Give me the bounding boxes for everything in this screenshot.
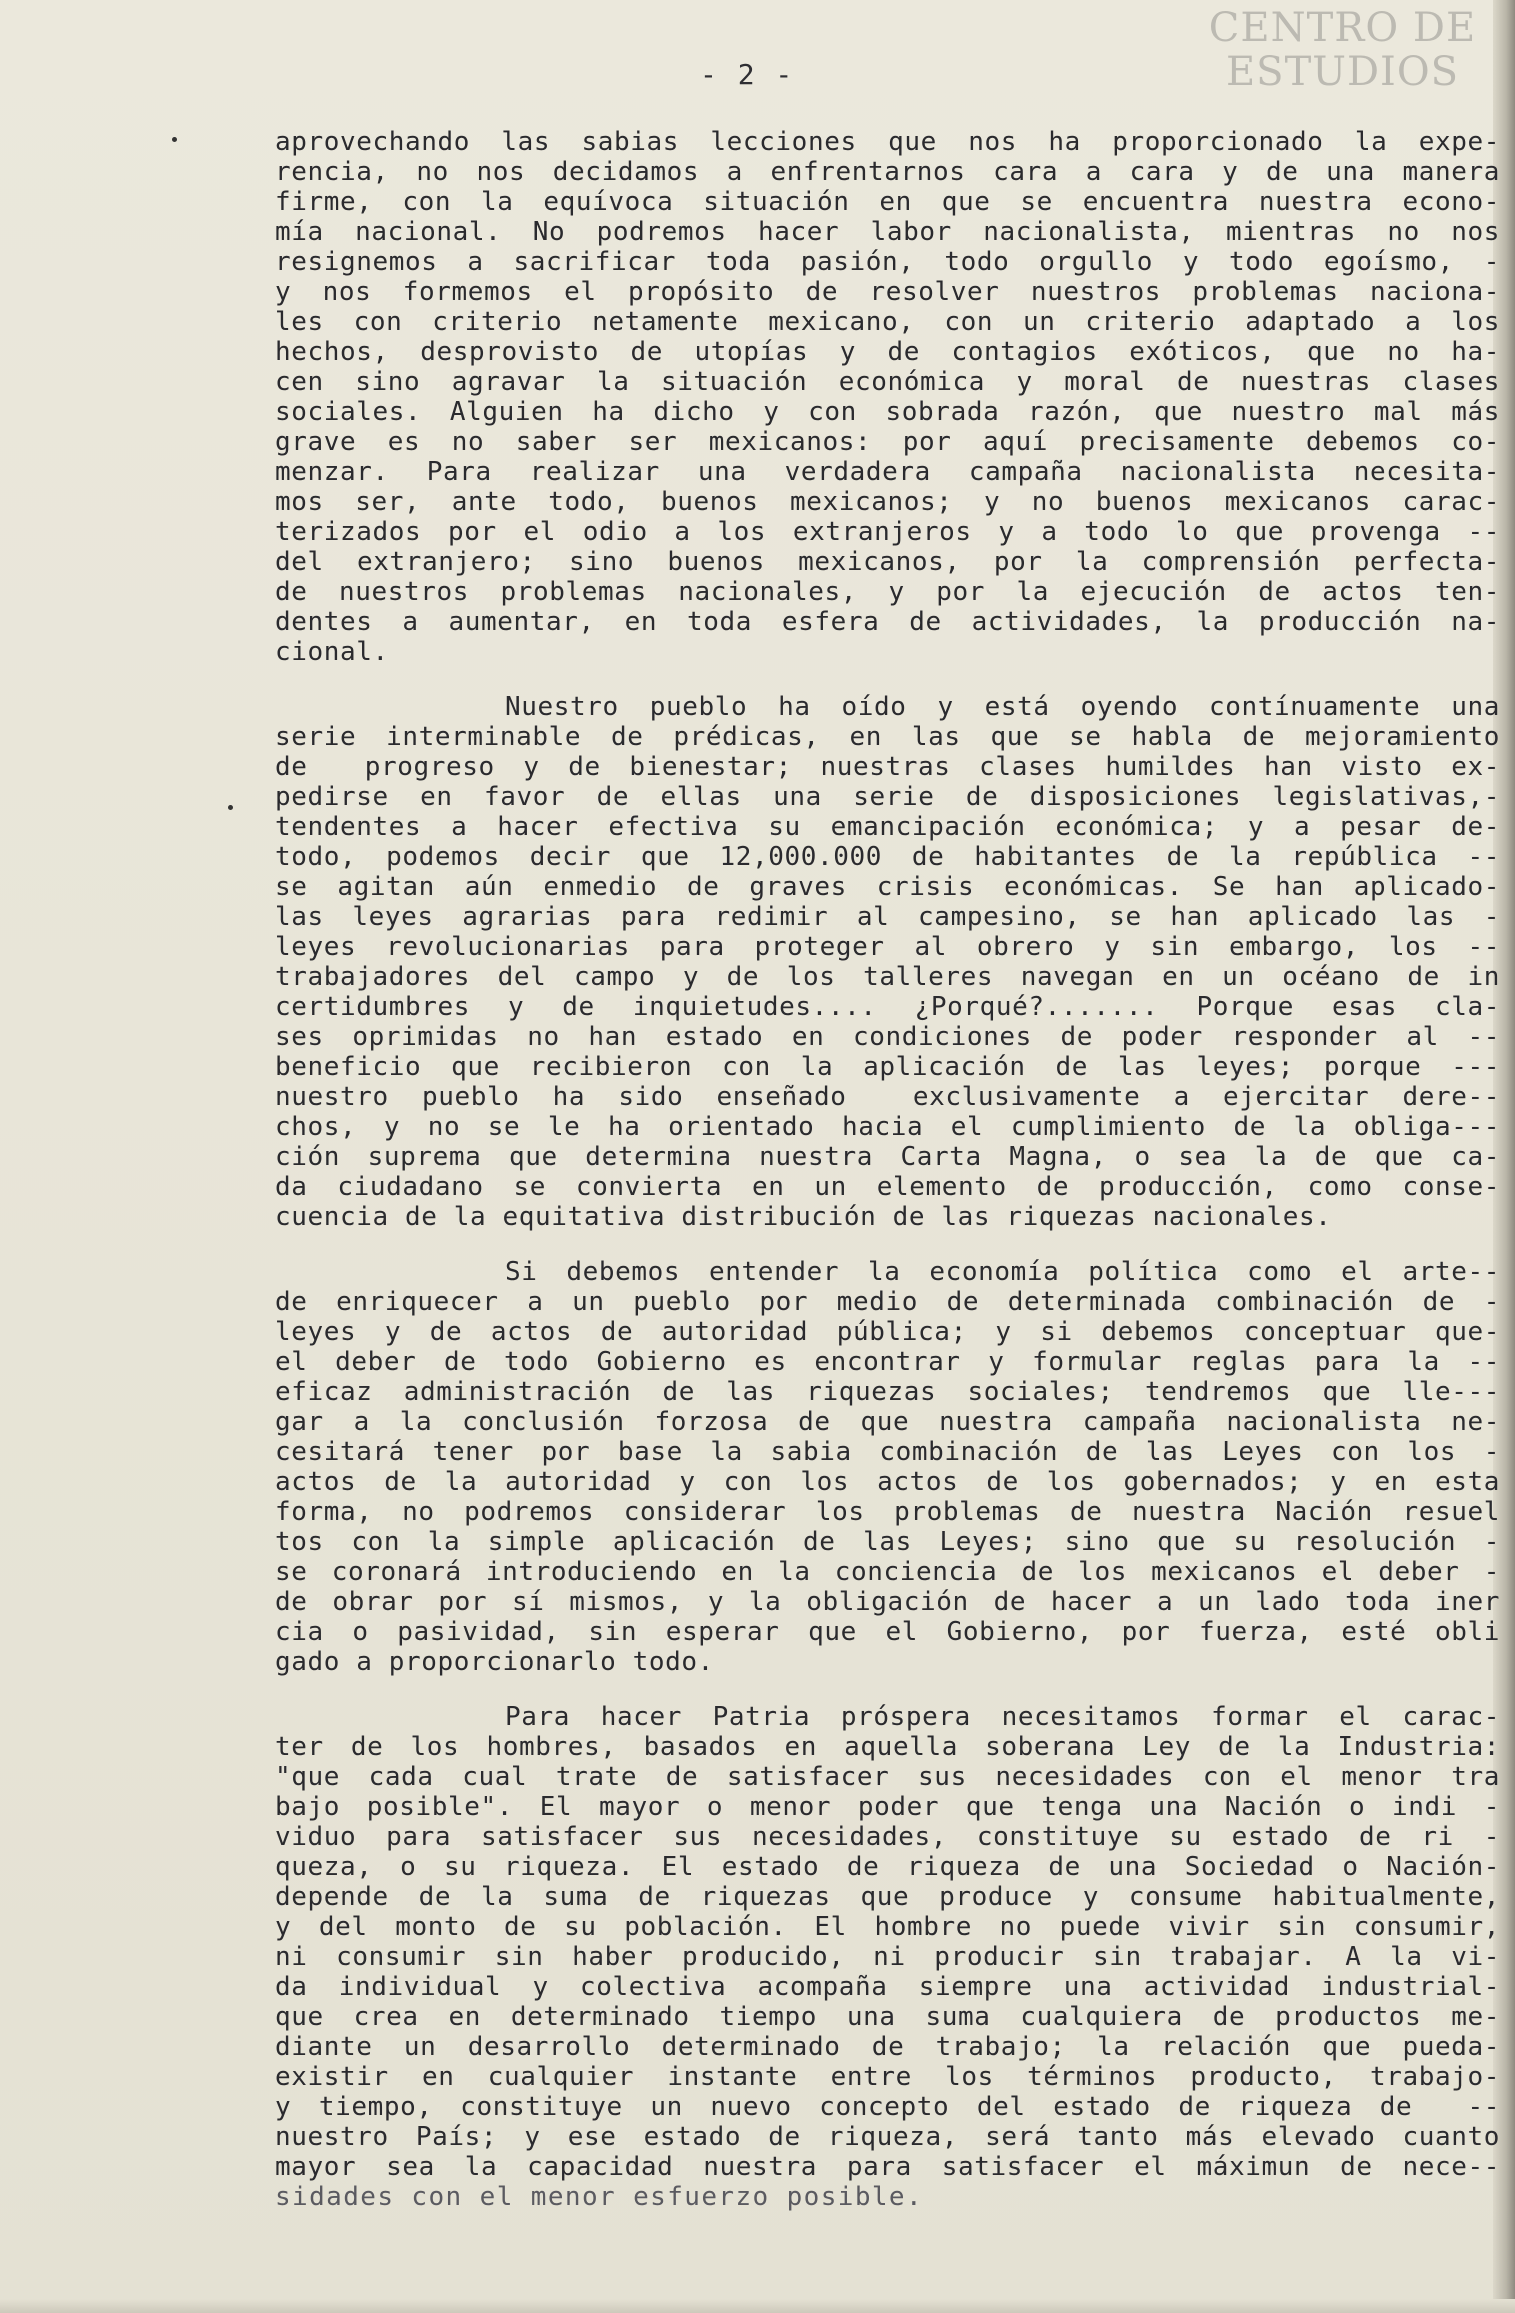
text-line: queza, o su riqueza. El estado de riqueza de una Sociedad o Nación- xyxy=(275,1852,1500,1882)
text-line: actos de la autoridad y con los actos de los gobernados; y en esta xyxy=(275,1467,1500,1497)
text-line: de enriquecer a un pueblo por medio de determinada combinación de - xyxy=(275,1287,1500,1317)
text-line: nuestro País; y ese estado de riqueza, será tanto más elevado cuanto xyxy=(275,2122,1500,2152)
text-line: se coronará introduciendo en la conciencia de los mexicanos el deber - xyxy=(275,1557,1500,1587)
text-line: las leyes agrarias para redimir al campesino, se han aplicado las - xyxy=(275,902,1500,932)
text-line: certidumbres y de inquietudes.... ¿Porqué?....... Porque esas cla- xyxy=(275,992,1500,1022)
text-line: de obrar por sí mismos, y la obligación de hacer a un lado toda iner xyxy=(275,1587,1500,1617)
text-line: Nuestro pueblo ha oído y está oyendo contínuamente una xyxy=(505,692,1500,722)
text-line: les con criterio netamente mexicano, con un criterio adaptado a los xyxy=(275,307,1500,337)
text-line: chos, y no se le ha orientado hacia el cumplimiento de la obliga--- xyxy=(275,1112,1500,1142)
text-line: de nuestros problemas nacionales, y por la ejecución de actos ten- xyxy=(275,577,1500,607)
text-line: dentes a aumentar, en toda esfera de actividades, la producción na- xyxy=(275,607,1500,637)
archive-stamp xyxy=(1180,6,1505,94)
ink-speck xyxy=(228,805,233,810)
text-line: cia o pasividad, sin esperar que el Gobierno, por fuerza, esté obli xyxy=(275,1617,1500,1647)
text-line: mayor sea la capacidad nuestra para satisfacer el máximun de nece-- xyxy=(275,2152,1500,2182)
text-line: trabajadores del campo y de los talleres navegan en un océano de in xyxy=(275,962,1500,992)
text-line: Si debemos entender la economía política como el arte-- xyxy=(505,1257,1500,1287)
text-line: que crea en determinado tiempo una suma cualquiera de productos me- xyxy=(275,2002,1500,2032)
text-line: nuestro pueblo ha sido enseñado exclusivamente a ejercitar dere-- xyxy=(275,1082,1500,1112)
ink-speck xyxy=(172,137,177,142)
text-line: ter de los hombres, basados en aquella soberana Ley de la Industria: xyxy=(275,1732,1500,1762)
text-line: hechos, desprovisto de utopías y de contagios exóticos, que no ha- xyxy=(275,337,1500,367)
text-line: pedirse en favor de ellas una serie de disposiciones legislativas,- xyxy=(275,782,1500,812)
text-line: mos ser, ante todo, buenos mexicanos; y no buenos mexicanos carac- xyxy=(275,487,1500,517)
text-line: Para hacer Patria próspera necesitamos formar el carac- xyxy=(505,1702,1500,1732)
text-line: tos con la simple aplicación de las Leyes; sino que su resolución - xyxy=(275,1527,1500,1557)
text-line: tendentes a hacer efectiva su emancipación económica; y a pesar de- xyxy=(275,812,1500,842)
closing-line: sidades con el menor esfuerzo posible. xyxy=(275,2182,924,2212)
text-line: del extranjero; sino buenos mexicanos, por la comprensión perfecta- xyxy=(275,547,1500,577)
text-line: de progreso y de bienestar; nuestras clases humildes han visto ex- xyxy=(275,752,1500,782)
text-line: cesitará tener por base la sabia combinación de las Leyes con los - xyxy=(275,1437,1500,1467)
text-line: aprovechando las sabias lecciones que nos ha proporcionado la expe- xyxy=(275,127,1500,157)
text-line: rencia, no nos decidamos a enfrentarnos cara a cara y de una manera xyxy=(275,157,1500,187)
text-line: mía nacional. No podremos hacer labor nacionalista, mientras no nos xyxy=(275,217,1500,247)
text-line: ni consumir sin haber producido, ni producir sin trabajar. A la vi- xyxy=(275,1942,1500,1972)
archive-stamp-line: ESTUDIOS xyxy=(1225,49,1460,95)
page-bottom-edge xyxy=(0,2299,1515,2313)
text-line: cional. xyxy=(275,637,389,667)
text-line: y del monto de su población. El hombre no puede vivir sin consumir, xyxy=(275,1912,1500,1942)
text-line: ses oprimidas no han estado en condiciones de poder responder al -- xyxy=(275,1022,1500,1052)
text-line: viduo para satisfacer sus necesidades, constituye su estado de ri - xyxy=(275,1822,1500,1852)
text-line: beneficio que recibieron con la aplicación de las leyes; porque --- xyxy=(275,1052,1500,1082)
text-line: resignemos a sacrificar toda pasión, todo orgullo y todo egoísmo, - xyxy=(275,247,1500,277)
text-line: cuencia de la equitativa distribución de las riquezas nacionales. xyxy=(275,1202,1332,1232)
text-line: cen sino agravar la situación económica y moral de nuestras clases xyxy=(275,367,1500,397)
text-line: da ciudadano se convierta en un elemento de producción, como conse- xyxy=(275,1172,1500,1202)
archive-stamp-line: CENTRO DE xyxy=(1208,5,1477,51)
text-line: sociales. Alguien ha dicho y con sobrada razón, que nuestro mal más xyxy=(275,397,1500,427)
text-line: serie interminable de prédicas, en las que se habla de mejoramiento xyxy=(275,722,1500,752)
text-line: terizados por el odio a los extranjeros y a todo lo que provenga -- xyxy=(275,517,1500,547)
text-line: gado a proporcionarlo todo. xyxy=(275,1647,714,1677)
text-line: todo, podemos decir que 12,000.000 de habitantes de la república -- xyxy=(275,842,1500,872)
text-line: "que cada cual trate de satisfacer sus necesidades con el menor tra xyxy=(275,1762,1500,1792)
page-number: - 2 - xyxy=(700,58,795,91)
text-line: ción suprema que determina nuestra Carta Magna, o sea la de que ca- xyxy=(275,1142,1500,1172)
text-line: diante un desarrollo determinado de trabajo; la relación que pueda- xyxy=(275,2032,1500,2062)
text-line: y tiempo, constituye un nuevo concepto del estado de riqueza de -- xyxy=(275,2092,1500,2122)
text-line: y nos formemos el propósito de resolver nuestros problemas naciona- xyxy=(275,277,1500,307)
text-line: leyes y de actos de autoridad pública; y si debemos conceptuar que- xyxy=(275,1317,1500,1347)
text-line: grave es no saber ser mexicanos: por aquí precisamente debemos co- xyxy=(275,427,1500,457)
text-line: gar a la conclusión forzosa de que nuestra campaña nacionalista ne- xyxy=(275,1407,1500,1437)
text-line: leyes revolucionarias para proteger al obrero y sin embargo, los -- xyxy=(275,932,1500,962)
text-line: el deber de todo Gobierno es encontrar y formular reglas para la -- xyxy=(275,1347,1500,1377)
text-line: se agitan aún enmedio de graves crisis económicas. Se han aplicado- xyxy=(275,872,1500,902)
text-line: menzar. Para realizar una verdadera campaña nacionalista necesita- xyxy=(275,457,1500,487)
text-line: eficaz administración de las riquezas sociales; tendremos que lle--- xyxy=(275,1377,1500,1407)
text-line: depende de la suma de riquezas que produce y consume habitualmente, xyxy=(275,1882,1500,1912)
text-line: firme, con la equívoca situación en que se encuentra nuestra econo- xyxy=(275,187,1500,217)
text-line: bajo posible". El mayor o menor poder que tenga una Nación o indi - xyxy=(275,1792,1500,1822)
text-line: da individual y colectiva acompaña siempre una actividad industrial- xyxy=(275,1972,1500,2002)
text-line: existir en cualquier instante entre los términos producto, trabajo- xyxy=(275,2062,1500,2092)
text-line: forma, no podremos considerar los problemas de nuestra Nación resuel xyxy=(275,1497,1500,1527)
